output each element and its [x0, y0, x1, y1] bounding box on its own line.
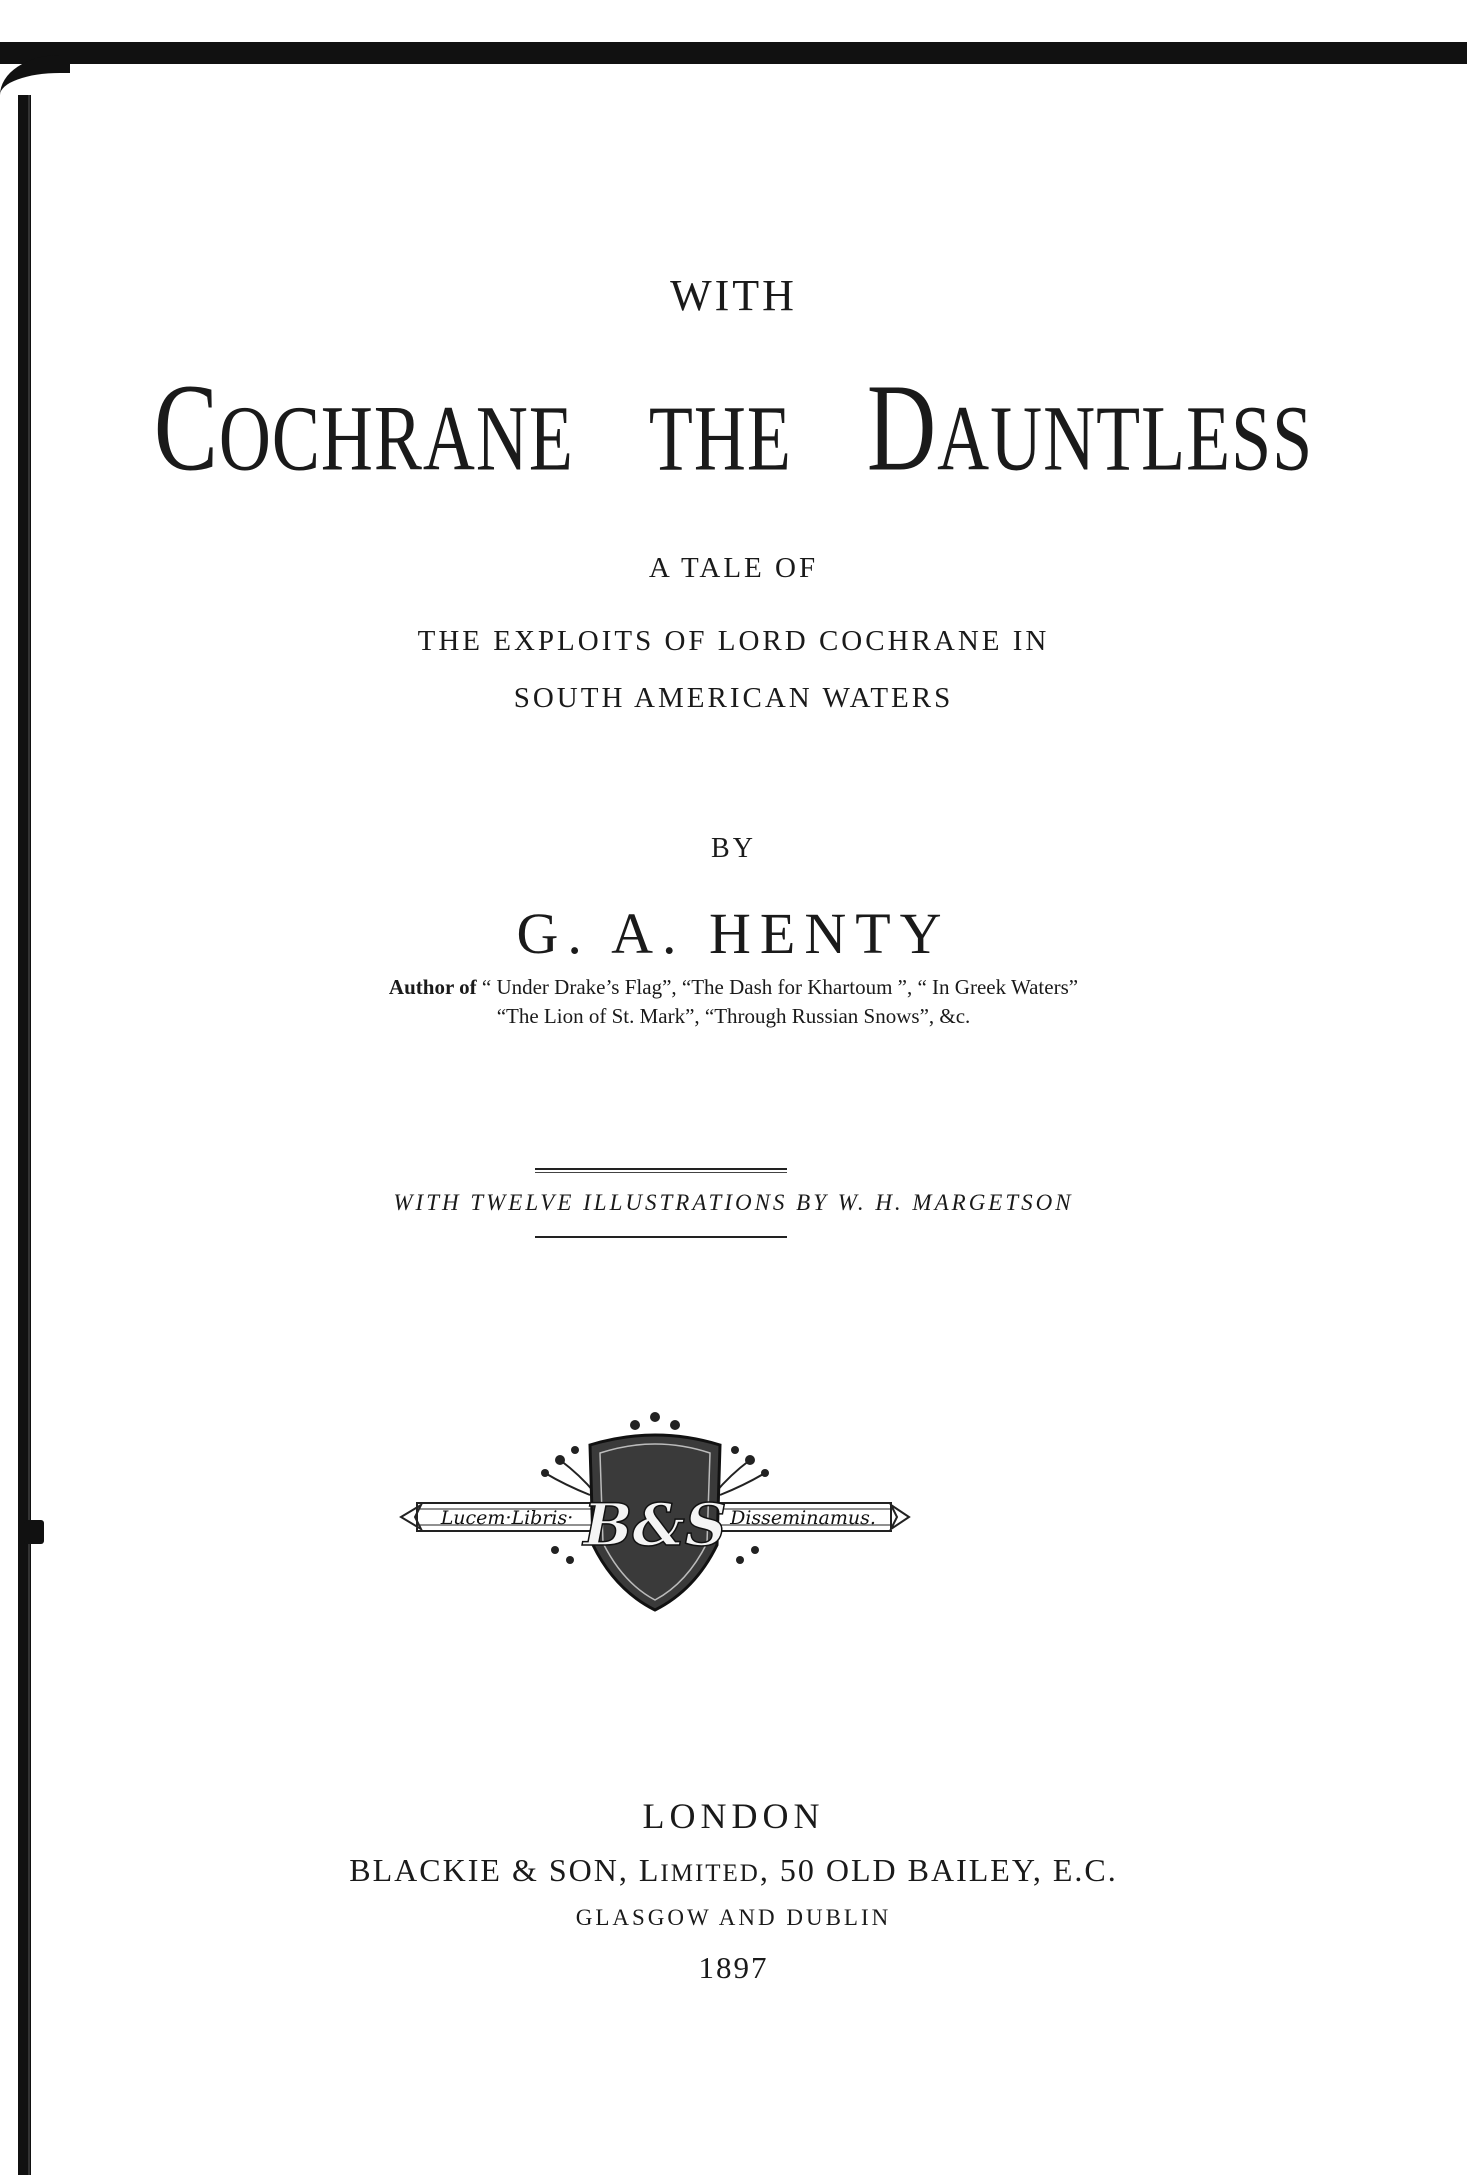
- title-with: WITH: [670, 271, 797, 320]
- by-label: BY: [711, 833, 756, 864]
- divider-rule-top-thin: [535, 1172, 787, 1173]
- divider-rule-top: [535, 1168, 787, 1170]
- author-name: G. A. HENTY: [516, 901, 951, 966]
- emblem-motto-right: Disseminamus.: [730, 1507, 876, 1529]
- book-title: COCHRANE THE DAUNTLESS: [153, 357, 1314, 497]
- divider-rule-bottom: [535, 1236, 787, 1238]
- emblem-monogram: B&S: [583, 1491, 727, 1559]
- emblem-motto-left: Lucem·Libris·: [440, 1507, 574, 1529]
- scan-left-tab: [24, 1520, 44, 1544]
- illustrations-credit: WITH TWELVE ILLUSTRATIONS BY W. H. MARGETSON: [393, 1190, 1074, 1215]
- imprint-city: LONDON: [642, 1796, 825, 1836]
- subtitle-line-3: SOUTH AMERICAN WATERS: [513, 682, 954, 714]
- subtitle-line-1: A TALE OF: [648, 552, 819, 584]
- scan-top-edge: [0, 42, 1467, 64]
- publication-year: 1897: [698, 1950, 769, 1985]
- other-works-line-1: Author of “ Under Drake’s Flag”, “The Dash for Khartoum ”, “ In Greek Waters”: [388, 975, 1079, 999]
- publisher-emblem: [395, 1405, 915, 1625]
- other-works-line-2: “The Lion of St. Mark”, “Through Russian Snows”, &c.: [496, 1004, 971, 1028]
- publisher-line: BLACKIE & SON, LIMITED, 50 OLD BAILEY, E.C.: [349, 1852, 1118, 1888]
- subtitle-line-2: THE EXPLOITS OF LORD COCHRANE IN: [417, 625, 1050, 657]
- imprint-cities: GLASGOW AND DUBLIN: [575, 1905, 892, 1930]
